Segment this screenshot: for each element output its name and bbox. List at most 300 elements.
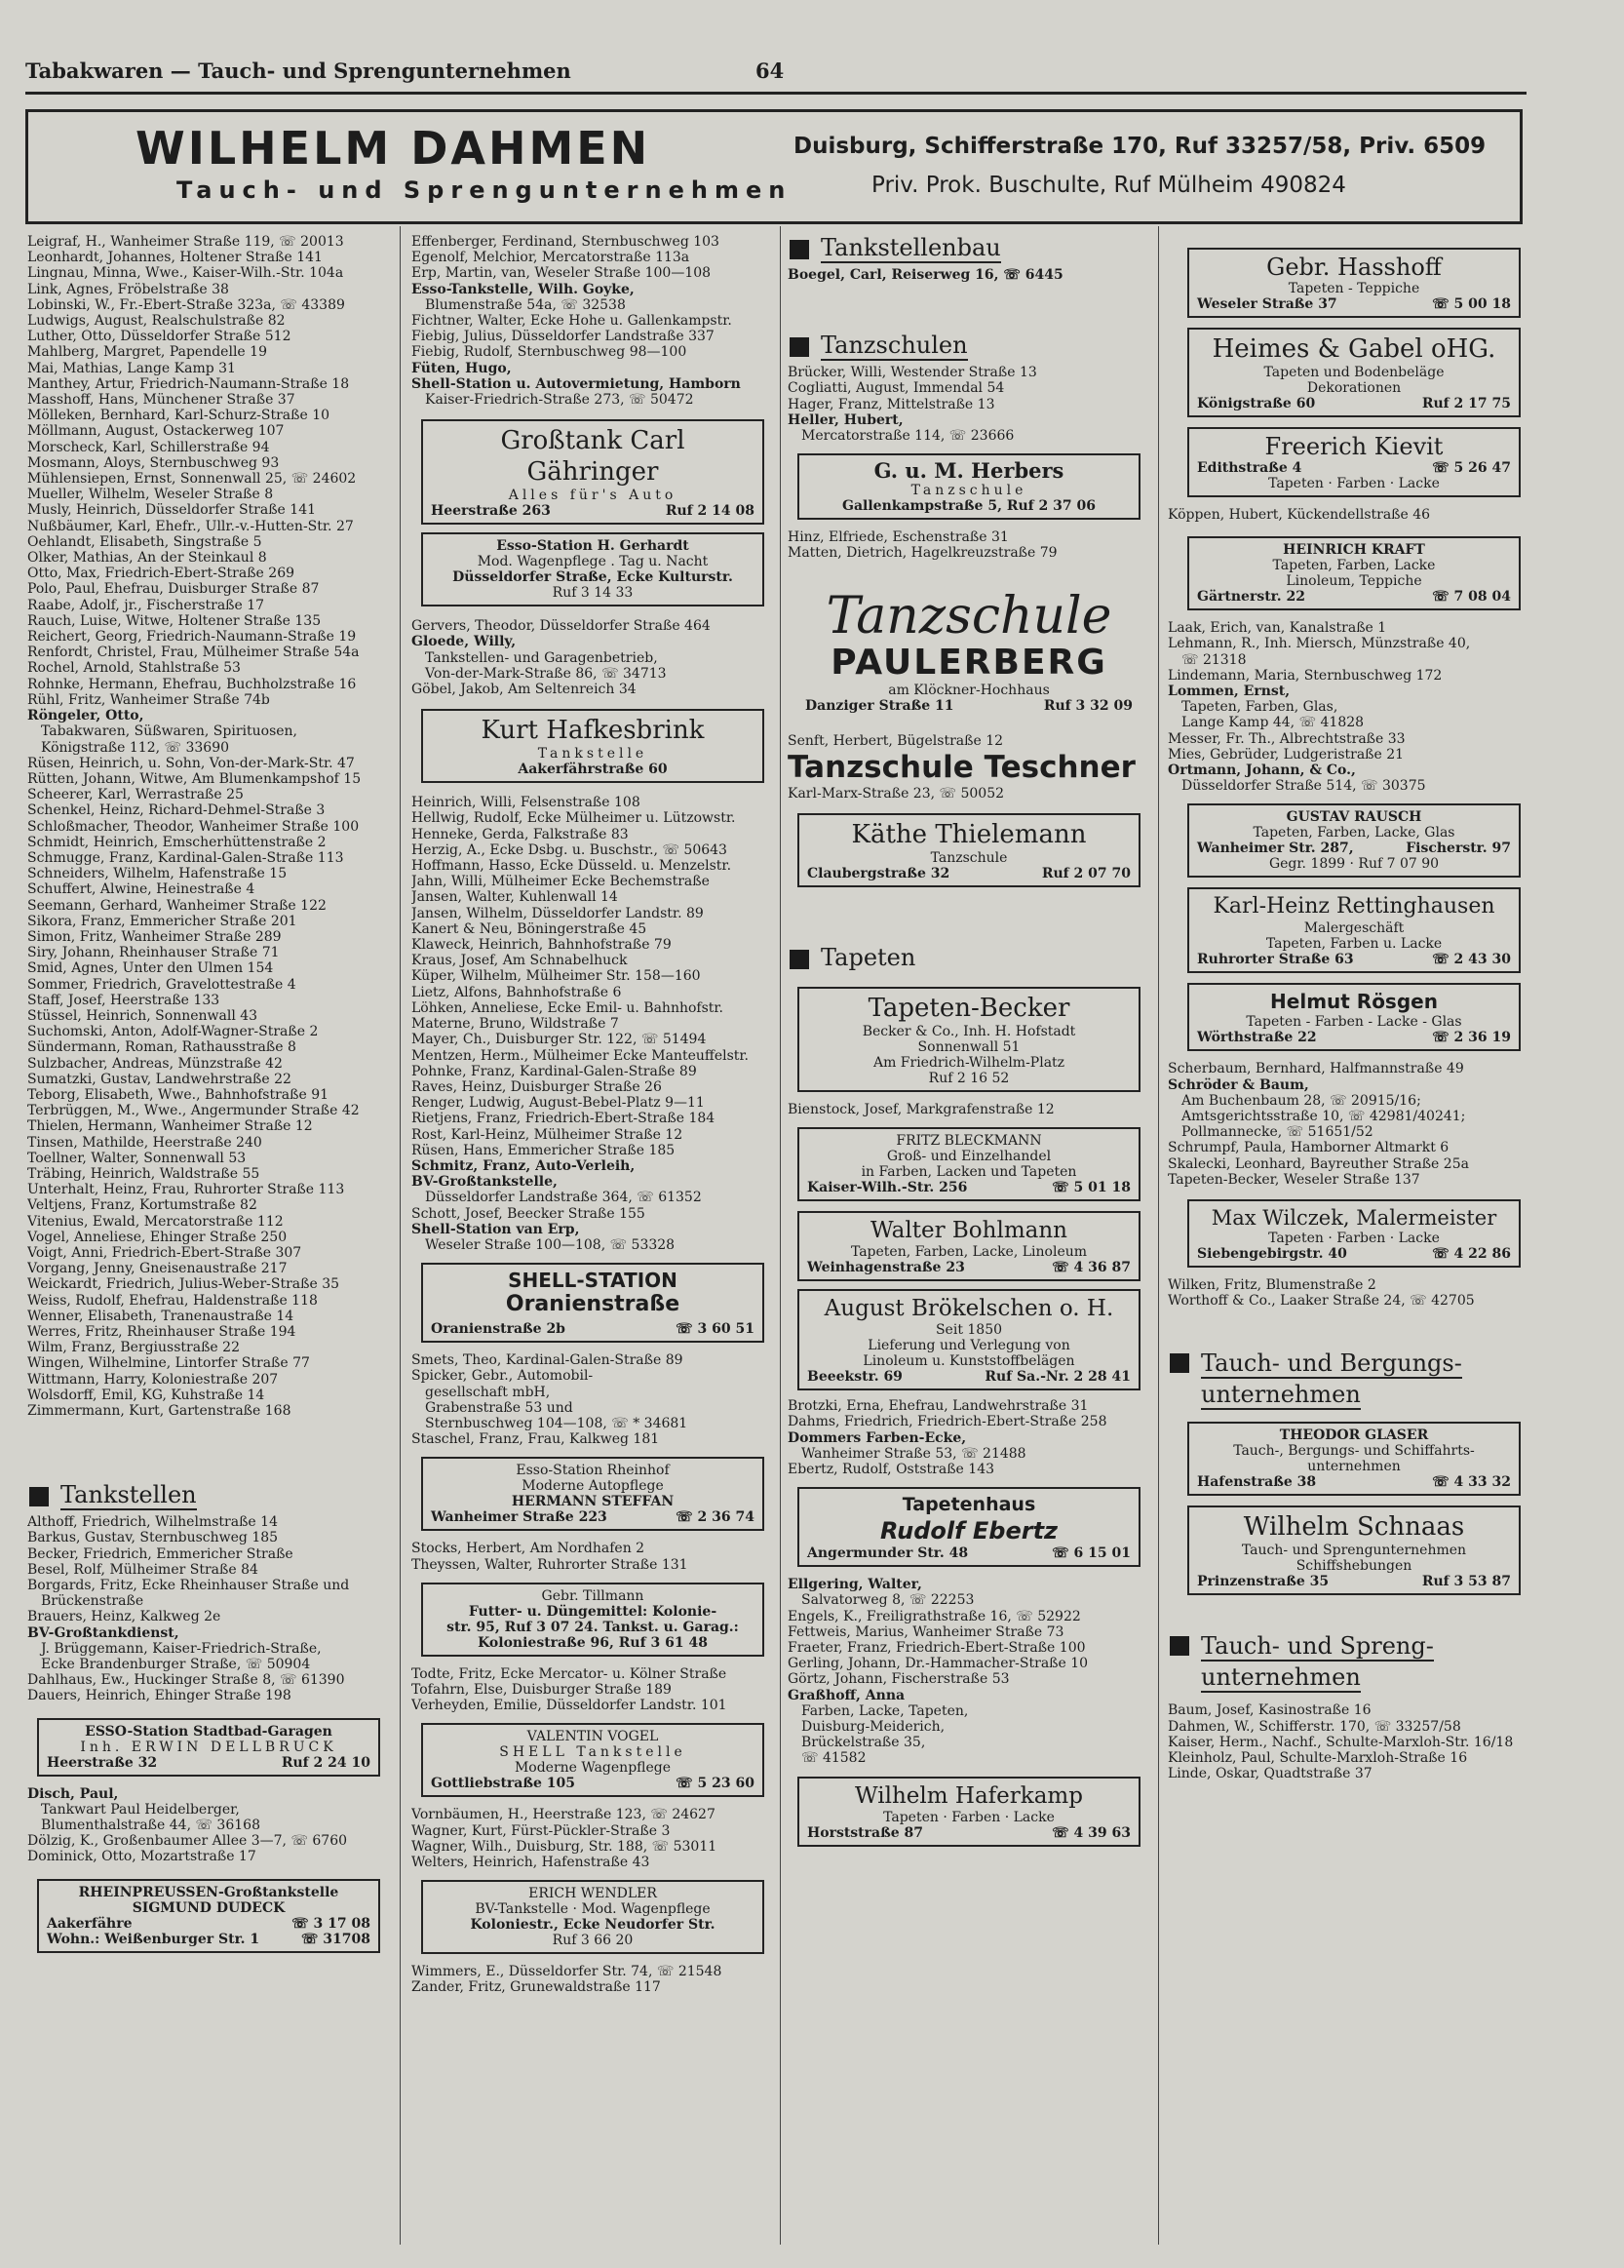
ad-line: str. 95, Ruf 3 07 24. Tankst. u. Garag.: [446,1619,739,1635]
ad-title: Max Wilczek, Malermeister [1211,1206,1497,1231]
list-item: Wingen, Wilhelmine, Lintorfer Straße 77 [27,1355,310,1372]
list-item: Schuffert, Alwine, Heinestraße 4 [27,881,255,898]
entry-list [411,1541,774,1572]
ad-line: Alles für's Auto [508,488,677,504]
ad-title: Heimes & Gabel oHG. [1212,334,1496,364]
list-item: Lehmann, R., Inh. Miersch, Münzstraße 40, [1168,636,1471,652]
list-item: Lobinski, W., Fr.-Ebert-Straße 323a, ☏ 43389 [27,296,345,313]
entry-list [1168,1277,1530,1309]
list-item: Ortmann, Johann, & Co., [1168,763,1356,779]
list-item: Becker, Friedrich, Emmericher Straße [27,1545,293,1562]
list-item: Hellwig, Rudolf, Ecke Mülheimer u. Lützowstr. [411,810,736,827]
ad-address: Prinzenstraße 35 [1197,1574,1330,1590]
list-item: Reichert, Georg, Friedrich-Naumann-Straße 19 [27,629,357,645]
section-title: Tauch- und Bergungs- [1201,1349,1462,1378]
ad-address: Wohn.: Weißenburger Str. 1 [47,1931,260,1947]
list-item: Herzig, A., Ecke Dsbg. u. Buschstr., ☏ 50643 [411,841,727,858]
list-item: Wanheimer Straße 53, ☏ 21488 [801,1445,1026,1462]
banner-name: WILHELM DAHMEN [135,122,651,175]
ad-line: Moderne Autopflege [522,1478,664,1495]
list-item: Linde, Oskar, Quadtstraße 37 [1168,1766,1373,1782]
column-4 [1168,234,1530,1781]
list-item: Tankwart Paul Heidelberger, [41,1801,240,1818]
ad-phone: ☏ 4 36 87 [1052,1260,1131,1276]
list-item: Fiebig, Rudolf, Sternbuschweg 98—100 [411,344,687,361]
section-heading-tankstellen [27,1481,390,1514]
ad-box-rettinghausen [1187,887,1521,973]
ad-title: Tapeten-Becker [868,994,1070,1024]
list-item: Rohnke, Hermann, Ehefrau, Buchholzstraße 16 [27,676,357,692]
list-item: Schmugge, Franz, Kardinal-Galen-Straße 113 [27,849,344,866]
list-item: Thielen, Hermann, Wanheimer Straße 12 [27,1118,313,1135]
list-item: Staff, Josef, Heerstraße 133 [27,992,220,1008]
list-item: Dahms, Friedrich, Friedrich-Ebert-Straße 258 [788,1414,1107,1430]
ad-line: Futter- u. Düngemittel: Kolonie- [468,1603,717,1620]
list-item: Brotzki, Erna, Ehefrau, Landwehrstraße 31 [788,1398,1089,1415]
list-item: Ebertz, Rudolf, Oststraße 143 [788,1462,995,1478]
list-item: Veltjens, Franz, Kortumstraße 82 [27,1197,257,1214]
ad-box-bohlmann [797,1211,1141,1281]
list-item: Pollmannecke, ☏ 51651/52 [1181,1124,1373,1141]
list-item: Dauers, Heinrich, Ehinger Straße 198 [27,1688,291,1704]
list-item: Rietjens, Franz, Friedrich-Ebert-Straße 184 [411,1111,715,1127]
ad-title: Wilhelm Schnaas [1243,1512,1465,1543]
list-item: Laak, Erich, van, Kanalstraße 1 [1168,620,1387,637]
list-item: Raabe, Adolf, jr., Fischerstraße 17 [27,597,265,613]
ad-address: Heerstraße 32 [47,1754,158,1771]
list-item: Salvatorweg 8, ☏ 22253 [801,1592,975,1609]
ad-phone: Ruf 2 16 52 [928,1071,1010,1087]
section-heading-spreng [1168,1630,1530,1693]
ad-line: RHEINPREUSSEN-Großtankstelle [78,1884,339,1900]
list-item: Sumatzki, Gustav, Landwehrstraße 22 [27,1071,291,1087]
ad-line: in Farben, Lacken und Tapeten [861,1164,1077,1181]
list-item: Amtsgerichtsstraße 10, ☏ 42981/40241; [1181,1109,1466,1125]
list-item: Materne, Bruno, Wildstraße 7 [411,1016,619,1033]
header-rule [25,92,1527,95]
entry-list [1168,620,1530,794]
ad-title-script: Tanzschule [826,586,1112,645]
ad-line: Esso-Station Rheinhof [516,1463,670,1479]
list-item: Dahmen, W., Schifferstr. 170, ☏ 33257/58 [1168,1718,1461,1735]
ad-line: Koloniestr., Ecke Neudorfer Str. [470,1917,715,1934]
list-item: Löhken, Anneliese, Ecke Emil- u. Bahnhofstr. [411,999,724,1016]
list-item: Spicker, Gebr., Automobil- [411,1368,594,1385]
section-square-icon [790,337,809,357]
list-item: Raves, Heinz, Duisburger Straße 26 [411,1078,662,1095]
ad-phone: Ruf 3 32 09 [1043,697,1133,714]
banner-subtitle: Tauch- und Sprengunternehmen [176,176,793,204]
list-item: Kaiser-Friedrich-Straße 273, ☏ 50472 [425,392,694,409]
list-item: J. Brüggemann, Kaiser-Friedrich-Straße, [41,1640,322,1657]
ad-phone: ☏ 3 17 08 [291,1915,370,1932]
ad-box-esso-stadtbad [37,1718,380,1777]
list-item: Gerling, Johann, Dr.-Hammacher-Straße 10 [788,1656,1089,1672]
list-item: Sternbuschweg 104—108, ☏ * 34681 [425,1415,688,1431]
list-item: Karl-Marx-Straße 23, ☏ 50052 [788,785,1005,802]
ad-line: Becker & Co., Inh. H. Hofstadt [862,1024,1076,1040]
ad-box-schnaas [1187,1505,1521,1595]
list-item: Stüssel, Heinrich, Sonnenwall 43 [27,1007,258,1024]
list-item: Lommen, Ernst, [1168,684,1291,700]
list-item: gesellschaft mbH, [425,1384,551,1400]
ad-line: Tapeten · Farben · Lacke [1268,476,1440,491]
ad-phone: ☏ 5 26 47 [1432,460,1511,476]
list-item: Jansen, Walter, Kuhlenwall 14 [411,889,618,906]
list-item: Ludwigs, August, Realschulstraße 82 [27,313,286,330]
ad-line: Tapeten und Bodenbeläge [1263,365,1445,380]
list-item: Kaiser, Herm., Nachf., Schulte-Marxloh-Str. 16/18 [1168,1734,1514,1750]
banner-address: Duisburg, Schifferstraße 170, Ruf 33257/58, Priv. 6509 [793,134,1487,159]
ad-phone: ☏ 6 15 01 [1052,1545,1131,1562]
section-title: Tapeten [821,944,916,972]
entry-list [411,234,774,408]
ad-title: Kurt Hafkesbrink [481,716,705,746]
list-item: Schenkel, Heinz, Richard-Dehmel-Straße 3 [27,802,326,819]
list-item: Masshoff, Hans, Münchener Straße 37 [27,392,295,409]
list-item: Smets, Theo, Kardinal-Galen-Straße 89 [411,1352,683,1369]
list-item: Suchomski, Anton, Adolf-Wagner-Straße 2 [27,1024,319,1040]
list-item: ☏ 21318 [1181,651,1247,668]
list-item: Tankstellen- und Garagenbetrieb, [425,649,658,666]
ad-address: Weinhagenstraße 23 [807,1260,965,1276]
list-item: Kanert & Neu, Böningerstraße 45 [411,920,647,937]
list-item: Heller, Hubert, [788,411,904,428]
list-item: Jansen, Wilhelm, Düsseldorfer Landstr. 89 [411,905,704,921]
list-item: Röngeler, Otto, [27,708,144,724]
ad-address: Heerstraße 263 [431,503,551,520]
list-item: Wagner, Kurt, Fürst-Pückler-Straße 3 [411,1822,671,1839]
list-item: Schott, Josef, Beecker Straße 155 [411,1205,645,1222]
list-item: Farben, Lacke, Tapeten, [801,1702,969,1719]
ad-phone: ☏ 4 22 86 [1432,1246,1511,1263]
dahmen-banner-ad [25,109,1523,224]
ad-address: Claubergstraße 32 [807,866,950,882]
ad-address: Angermunder Str. 48 [807,1545,969,1562]
ad-box-kievit [1187,427,1521,497]
ad-line: Linoleum, Teppiche [1286,573,1422,590]
list-item: Von-der-Mark-Straße 86, ☏ 34713 [425,665,667,682]
ad-box-hasshoff [1187,248,1521,318]
ad-box-shell-oranienstrasse [421,1263,764,1343]
list-item: Engels, K., Freiligrathstraße 16, ☏ 52922 [788,1608,1081,1624]
ad-title: Tapetenhaus [902,1494,1036,1516]
column-1 [27,234,390,1953]
list-item: Vornbäumen, H., Heerstraße 123, ☏ 24627 [411,1807,715,1823]
list-item: Düsseldorfer Straße 514, ☏ 30375 [1181,778,1426,795]
list-item: Hoffmann, Hasso, Ecke Düsseld. u. Menzelstr. [411,858,732,875]
ad-title: Karl-Heinz Rettinghausen [1213,894,1495,919]
list-item: Verheyden, Emilie, Düsseldorfer Landstr. 101 [411,1698,727,1714]
entry-list [411,1964,774,1995]
ad-address: Ruhrorter Straße 63 [1197,952,1354,968]
list-item: Blumenthalstraße 44, ☏ 36168 [41,1818,260,1834]
ad-address: Hafenstraße 38 [1197,1474,1317,1491]
list-item: Seemann, Gerhard, Wanheimer Straße 122 [27,897,327,914]
list-item: Tapeten-Becker, Weseler Straße 137 [1168,1171,1420,1188]
list-item: Rütten, Johann, Witwe, Am Blumenkampshof 15 [27,770,362,787]
ad-line: Tapeten, Farben, Lacke [1272,558,1436,574]
banner-prokura: Priv. Prok. Buschulte, Ruf Mülheim 490824 [871,173,1346,198]
list-item: Düsseldorfer Landstraße 364, ☏ 61352 [425,1190,702,1206]
ad-box-haferkamp [797,1777,1141,1847]
ad-line: Esso-Station H. Gerhardt [496,538,689,555]
section-title: Tankstellen [60,1481,197,1509]
section-square-icon [790,950,809,969]
ad-address: Fischerstr. 97 [1406,841,1511,857]
list-item: Lietz, Alfons, Bahnhofstraße 6 [411,984,622,1000]
ad-box-tillmann [421,1583,764,1657]
list-item: Werres, Fritz, Rheinhauser Straße 194 [27,1324,296,1341]
ad-line: ESSO-Station Stadtbad-Garagen [85,1723,332,1740]
list-item: Pohnke, Franz, Kardinal-Galen-Straße 89 [411,1063,697,1079]
ad-address: Horststraße 87 [807,1824,923,1841]
list-item: Mercatorstraße 114, ☏ 23666 [801,428,1015,445]
ad-phone: ☏ 2 36 74 [676,1509,754,1526]
list-item: Am Buchenbaum 28, ☏ 20915/16; [1181,1092,1421,1109]
list-item: Scheerer, Karl, Werrastraße 25 [27,787,244,803]
list-item: Rühl, Fritz, Wanheimer Straße 74b [27,691,270,708]
ad-address: Aakerfährstraße 60 [518,762,668,778]
list-item: BV-Großtankdienst, [27,1624,179,1641]
list-item: Messer, Fr. Th., Albrechtstraße 33 [1168,730,1406,747]
list-item: Lindemann, Maria, Sternbuschweg 172 [1168,667,1443,684]
ad-box-gerhardt [421,532,764,606]
ad-line: Lieferung und Verlegung von [868,1338,1070,1354]
ad-line: SHELL Tankstelle [499,1744,686,1761]
ad-address: Danziger Straße 11 [805,697,954,714]
list-item: Grabenstraße 53 und [425,1399,573,1416]
list-item: Tabakwaren, Süßwaren, Spirituosen, [41,723,298,740]
section-title: Tauch- und Spreng- [1201,1632,1434,1661]
list-item: Königstraße 112, ☏ 33690 [41,739,230,756]
list-item: Effenberger, Ferdinand, Sternbuschweg 103 [411,234,719,250]
ad-box-wendler [421,1880,764,1954]
list-item: Wimmers, E., Düsseldorfer Str. 74, ☏ 21548 [411,1964,722,1980]
ad-box-thielemann [797,813,1141,887]
ad-line: Tapeten - Farben - Lacke - Glas [1246,1014,1462,1031]
list-item: Hager, Franz, Mittelstraße 13 [788,396,995,412]
ad-address: Oranienstraße 2b [431,1321,565,1338]
ad-line: Malergeschäft [1303,920,1405,937]
ad-phone: Ruf 3 66 20 [552,1933,634,1949]
list-item: Link, Agnes, Fröbelstraße 38 [27,281,229,297]
list-item: Fichtner, Walter, Ecke Hohe u. Gallenkampstr. [411,313,732,330]
list-item: Jahn, Willi, Mülheimer Ecke Bechemstraße [411,874,710,890]
ad-line: Moderne Wagenpflege [514,1760,672,1777]
entry-list [27,1514,390,1703]
list-item: Worthoff & Co., Laaker Straße 24, ☏ 42705 [1168,1293,1475,1310]
section-square-icon [790,240,809,259]
list-item: Wittmann, Harry, Koloniestraße 207 [27,1371,279,1388]
list-item: Köppen, Hubert, Kückendellstraße 46 [1168,507,1431,523]
list-item: Siry, Johann, Rheinhauser Straße 71 [27,945,280,961]
ad-phone: ☏ 2 43 30 [1432,952,1511,968]
list-item: Scherbaum, Bernhard, Halfmannstraße 49 [1168,1061,1464,1077]
list-item: Mahlberg, Margret, Papendelle 19 [27,344,267,361]
ad-phone: Ruf Sa.-Nr. 2 28 41 [985,1369,1131,1386]
ad-title: GUSTAV RAUSCH [1286,809,1422,826]
ad-phone: ☏ 7 08 04 [1432,589,1511,606]
list-item: Mai, Mathias, Lange Kamp 31 [27,360,236,376]
running-header-title: Tabakwaren — Tauch- und Sprengunternehmen [25,59,571,83]
list-item: Smid, Agnes, Unter den Ulmen 154 [27,960,274,977]
ad-phone: Ruf 2 24 10 [281,1754,370,1771]
list-item: Dommers Farben-Ecke, [788,1429,967,1446]
list-item: Shell-Station u. Autovermietung, Hamborn [411,375,741,392]
list-item: Weickardt, Friedrich, Julius-Weber-Straße 35 [27,1276,340,1293]
list-item: Göbel, Jakob, Am Seltenreich 34 [411,682,637,698]
ad-line: Tapeten · Farben · Lacke [1268,1231,1440,1247]
ad-phone: ☏ 5 00 18 [1432,296,1511,312]
list-item: Sulzbacher, Andreas, Münzstraße 42 [27,1055,283,1072]
ad-phone: Ruf 2 17 75 [1421,396,1511,411]
ad-address: Kaiser-Wilh.-Str. 256 [807,1180,968,1196]
entry-list [411,618,774,697]
section-square-icon [29,1487,49,1506]
entry-list [788,365,1150,444]
list-item: Shell-Station van Erp, [411,1221,580,1237]
list-item: Morscheck, Karl, Schillerstraße 94 [27,439,270,455]
list-item: Mayer, Ch., Duisburger Str. 122, ☏ 51494 [411,1032,707,1048]
page-number: 64 [755,59,785,83]
list-item: Görtz, Johann, Fischerstraße 53 [788,1671,1010,1688]
entry-list [788,529,1150,561]
entry-list [27,1786,390,1865]
ad-line: Schiffshebungen [1295,1558,1412,1575]
list-item: Möllmann, August, Ostackerweg 107 [27,423,285,440]
ad-phone: ☏ 5 01 18 [1052,1180,1131,1196]
ad-line: Am Friedrich-Wilhelm-Platz [872,1055,1065,1072]
list-item: Ellgering, Walter, [788,1577,922,1593]
ad-line: Inh. ERWIN DELLBRUCK [80,1739,337,1755]
list-item: Luther, Otto, Düsseldorfer Straße 512 [27,329,291,345]
section-title: Tanzschulen [821,332,968,360]
list-item: Leigraf, H., Wanheimer Straße 119, ☏ 20013 [27,234,344,250]
list-item: Schrumpf, Paula, Hamborner Altmarkt 6 [1168,1140,1450,1156]
list-item: Füten, Hugo, [411,360,512,376]
column-3 [788,234,1150,1847]
list-item: Voigt, Anni, Friedrich-Ebert-Straße 307 [27,1245,302,1261]
section-square-icon [1170,1353,1189,1373]
ad-title: SHELL-STATION [508,1269,677,1293]
ad-line: Tauch- und Sprengunternehmen [1241,1543,1467,1559]
ad-line: unternehmen [1307,1459,1401,1475]
ad-line: Tanzschule [930,850,1008,867]
list-item: Brücker, Willi, Westender Straße 13 [788,365,1037,381]
ad-title: Großtank Carl Gähringer [500,426,685,488]
ad-title: HEINRICH KRAFT [1283,542,1425,559]
list-item: Mühlensiepen, Ernst, Sonnenwall 25, ☏ 24602 [27,471,357,488]
ad-box-tapeten-becker [797,987,1141,1092]
ad-address: Wörthstraße 22 [1197,1030,1317,1046]
list-item: Blumenstraße 54a, ☏ 32538 [425,296,626,313]
list-item: Egenolf, Melchior, Mercatorstraße 113a [411,250,690,266]
list-item: Renfordt, Christel, Frau, Mülheimer Straße 54a [27,645,360,661]
list-item: Matten, Dietrich, Hagelkreuzstraße 79 [788,545,1058,562]
list-item: Leonhardt, Johannes, Holtener Straße 141 [27,250,323,266]
ad-line: Tankstelle [537,746,648,763]
list-item: Teborg, Elisabeth, Wwe., Bahnhofstraße 91 [27,1086,329,1103]
list-item: Vitenius, Ewald, Mercatorstraße 112 [27,1213,284,1230]
list-item: Wilm, Franz, Bergiusstraße 22 [27,1340,240,1356]
ad-box-heimes-gabel [1187,328,1521,417]
column-divider [400,226,401,2245]
list-item: Brauers, Heinz, Kalkweg 2e [27,1609,221,1625]
ad-address: Wanheimer Str. 287, [1197,841,1354,857]
list-item: Lange Kamp 44, ☏ 41828 [1181,715,1365,731]
entry-list [788,1577,1150,1766]
ad-phone: ☏ 2 36 19 [1432,1030,1511,1046]
ad-line: HERMANN STEFFAN [511,1494,675,1510]
entry-list [411,1352,774,1447]
list-item: Weseler Straße 100—108, ☏ 53328 [425,1236,676,1253]
column-2 [411,234,774,1996]
list-item: Otto, Max, Friedrich-Ebert-Straße 269 [27,566,295,582]
list-item: Wolsdorff, Emil, KG, Kuhstraße 14 [27,1387,265,1403]
ad-title: Walter Bohlmann [870,1218,1067,1244]
ad-line: Tapeten - Teppiche [1288,281,1420,296]
list-item: Schröder & Baum, [1168,1076,1309,1093]
list-item: Träbing, Heinrich, Waldstraße 55 [27,1165,260,1182]
list-item: Mosmann, Aloys, Sternbuschweg 93 [27,454,280,471]
ad-box-rheinhof [421,1457,764,1531]
list-item: Hinz, Elfriede, Eschenstraße 31 [788,529,1009,546]
ad-title: Helmut Rösgen [1270,990,1438,1014]
ad-line: Tapeten, Farben u. Lacke [1265,936,1443,953]
section-square-icon [1170,1636,1189,1656]
list-item: Besel, Rolf, Mülheimer Straße 84 [27,1561,258,1578]
list-item: Erp, Martin, van, Weseler Straße 100—108 [411,265,712,282]
list-item: Tinsen, Mathilde, Heerstraße 240 [27,1134,262,1151]
list-item: Tofahrn, Else, Duisburger Straße 189 [411,1681,672,1698]
ad-line: Tapeten · Farben · Lacke [883,1809,1055,1825]
ad-phone: ☏ 4 39 63 [1052,1824,1131,1841]
list-item: Fiebig, Julius, Düsseldorfer Landstraße 337 [411,329,715,345]
list-item: Fettweis, Marius, Wanheimer Straße 73 [788,1623,1064,1640]
list-item: Kraus, Josef, Am Schnabelhuck [411,953,628,969]
section-title: unternehmen [1201,1663,1361,1692]
ad-line: Mod. Wagenpflege . Tag u. Nacht [477,554,709,570]
ad-box-broekelschen [797,1289,1141,1390]
entry-list [788,1398,1150,1477]
list-item: Rüsen, Heinrich, u. Sohn, Von-der-Mark-Str. 47 [27,755,355,771]
ad-title: Rudolf Ebertz [879,1517,1059,1545]
section-heading-tanzschulen [788,332,1150,365]
entry-list [411,795,774,1253]
list-item: Schmidt, Heinrich, Emscherhüttenstraße 2 [27,834,327,850]
list-item: Mölleken, Bernhard, Karl-Schurz-Straße 10 [27,408,330,424]
list-item: Henneke, Gerda, Falkstraße 83 [411,826,629,842]
list-item: Vorgang, Jenny, Gneisenaustraße 217 [27,1261,288,1277]
ad-box-rausch [1187,803,1521,878]
list-item: Wenner, Elisabeth, Tranenaustraße 14 [27,1308,294,1324]
list-item: Klaweck, Heinrich, Bahnhofstraße 79 [411,937,672,954]
ad-box-hafkesbrink [421,709,764,783]
ad-title: Freerich Kievit [1264,433,1444,460]
ad-address: Gottliebstraße 105 [431,1776,575,1792]
ad-box-glaser [1187,1422,1521,1496]
list-item: Sommer, Friedrich, Gravelottestraße 4 [27,976,296,993]
list-item: Mueller, Wilhelm, Weseler Straße 8 [27,487,274,503]
list-item: Wagner, Wilh., Duisburg, Str. 188, ☏ 53011 [411,1838,717,1855]
list-item: Dahlhaus, Ew., Huckinger Straße 8, ☏ 61390 [27,1672,345,1689]
ad-address: Weseler Straße 37 [1197,296,1337,312]
list-item: Stocks, Herbert, Am Nordhafen 2 [411,1541,645,1557]
entry-list [411,1807,774,1870]
list-item: Baum, Josef, Kasinostraße 16 [1168,1702,1372,1719]
list-item: Boegel, Carl, Reiserweg 16, ☏ 6445 [788,267,1063,283]
